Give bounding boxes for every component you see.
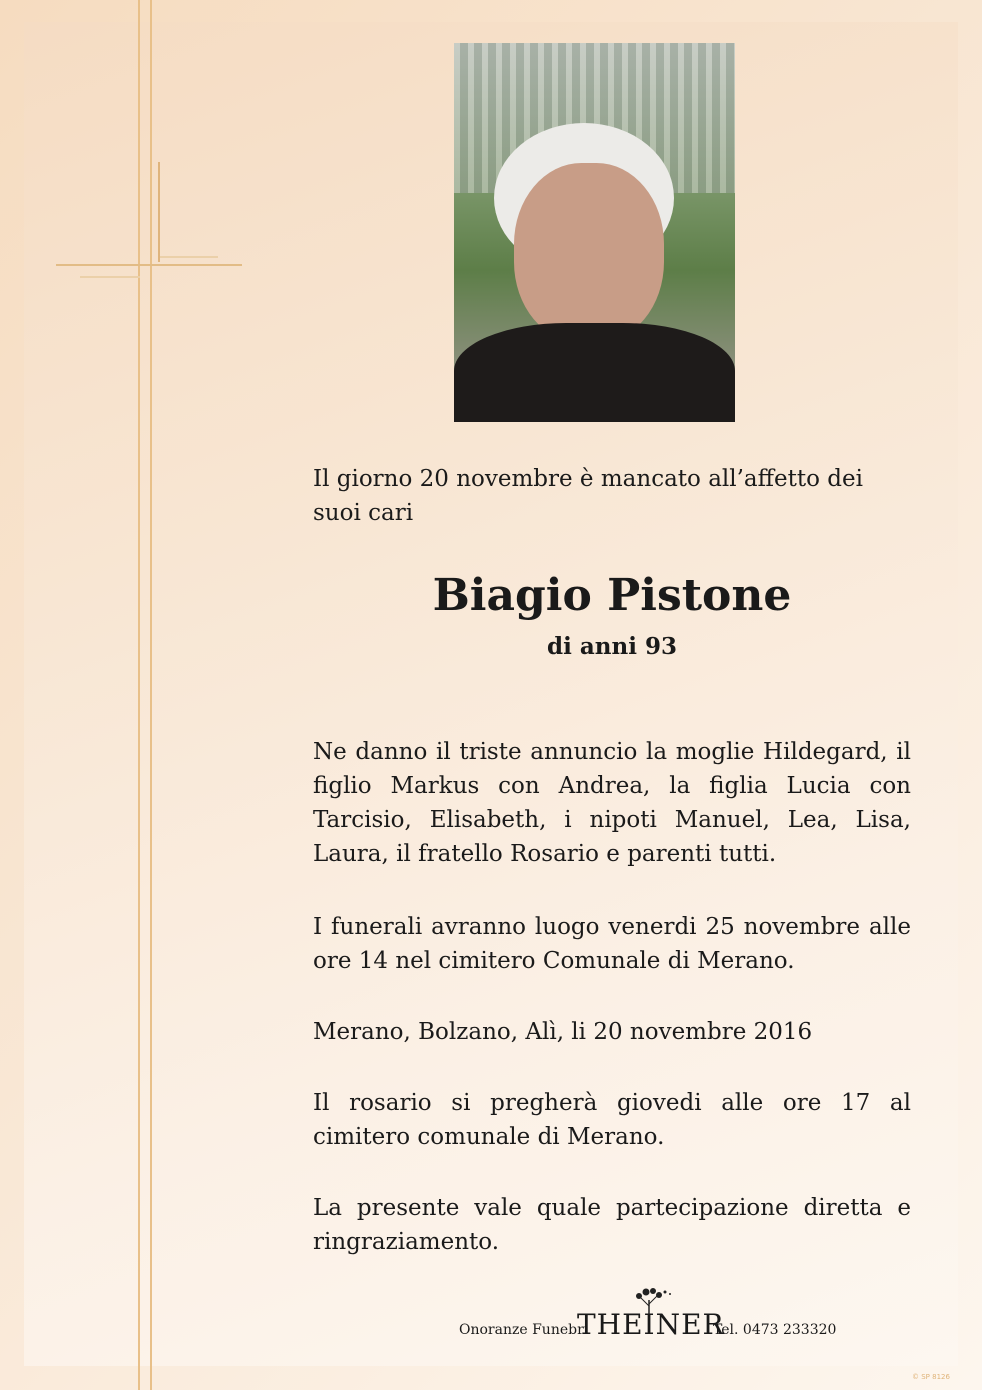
portrait-photo	[454, 43, 735, 422]
cross-horizontal-bar	[56, 264, 242, 266]
funeral-home-footer	[313, 1286, 911, 1346]
funeral-home-label: Onoranze Funebri	[459, 1322, 589, 1338]
rosary-details: Il rosario si pregherà giovedi alle ore 17 al cimitero comunale di Merano.	[313, 1090, 911, 1150]
funeral-home-phone: Tel. 0473 233320	[713, 1322, 837, 1338]
decorative-line-left	[138, 0, 140, 1390]
decorative-line-right	[150, 0, 152, 1390]
cross-vertical-bar	[158, 162, 160, 262]
print-code: © SP 8126	[912, 1373, 950, 1381]
closing-text: La presente vale quale partecipazione diretta e ringraziamento.	[313, 1195, 911, 1255]
cross-horizontal-shadow	[80, 276, 140, 278]
funeral-details: I funerali avranno luogo venerdi 25 novembre alle ore 14 nel cimitero Comunale di Merano.	[313, 914, 911, 974]
funeral-home-brand: THEINER	[577, 1308, 725, 1341]
intro-text: Il giorno 20 novembre è mancato all’affetto dei suoi cari	[313, 466, 863, 526]
place-and-date: Merano, Bolzano, Alì, li 20 novembre 2016	[313, 1019, 813, 1045]
cross-horizontal-shadow-right	[158, 256, 218, 258]
family-announcement: Ne danno il triste annuncio la moglie Hildegard, il figlio Markus con Andrea, la figlia Lucia con Tarcisio, Elisabeth, i nipoti Manuel, Lea, Lisa, Laura, il fratello Rosario e parenti tutti.	[313, 739, 911, 867]
deceased-age: di anni 93	[547, 633, 677, 660]
deceased-name: Biagio Pistone	[432, 570, 792, 621]
